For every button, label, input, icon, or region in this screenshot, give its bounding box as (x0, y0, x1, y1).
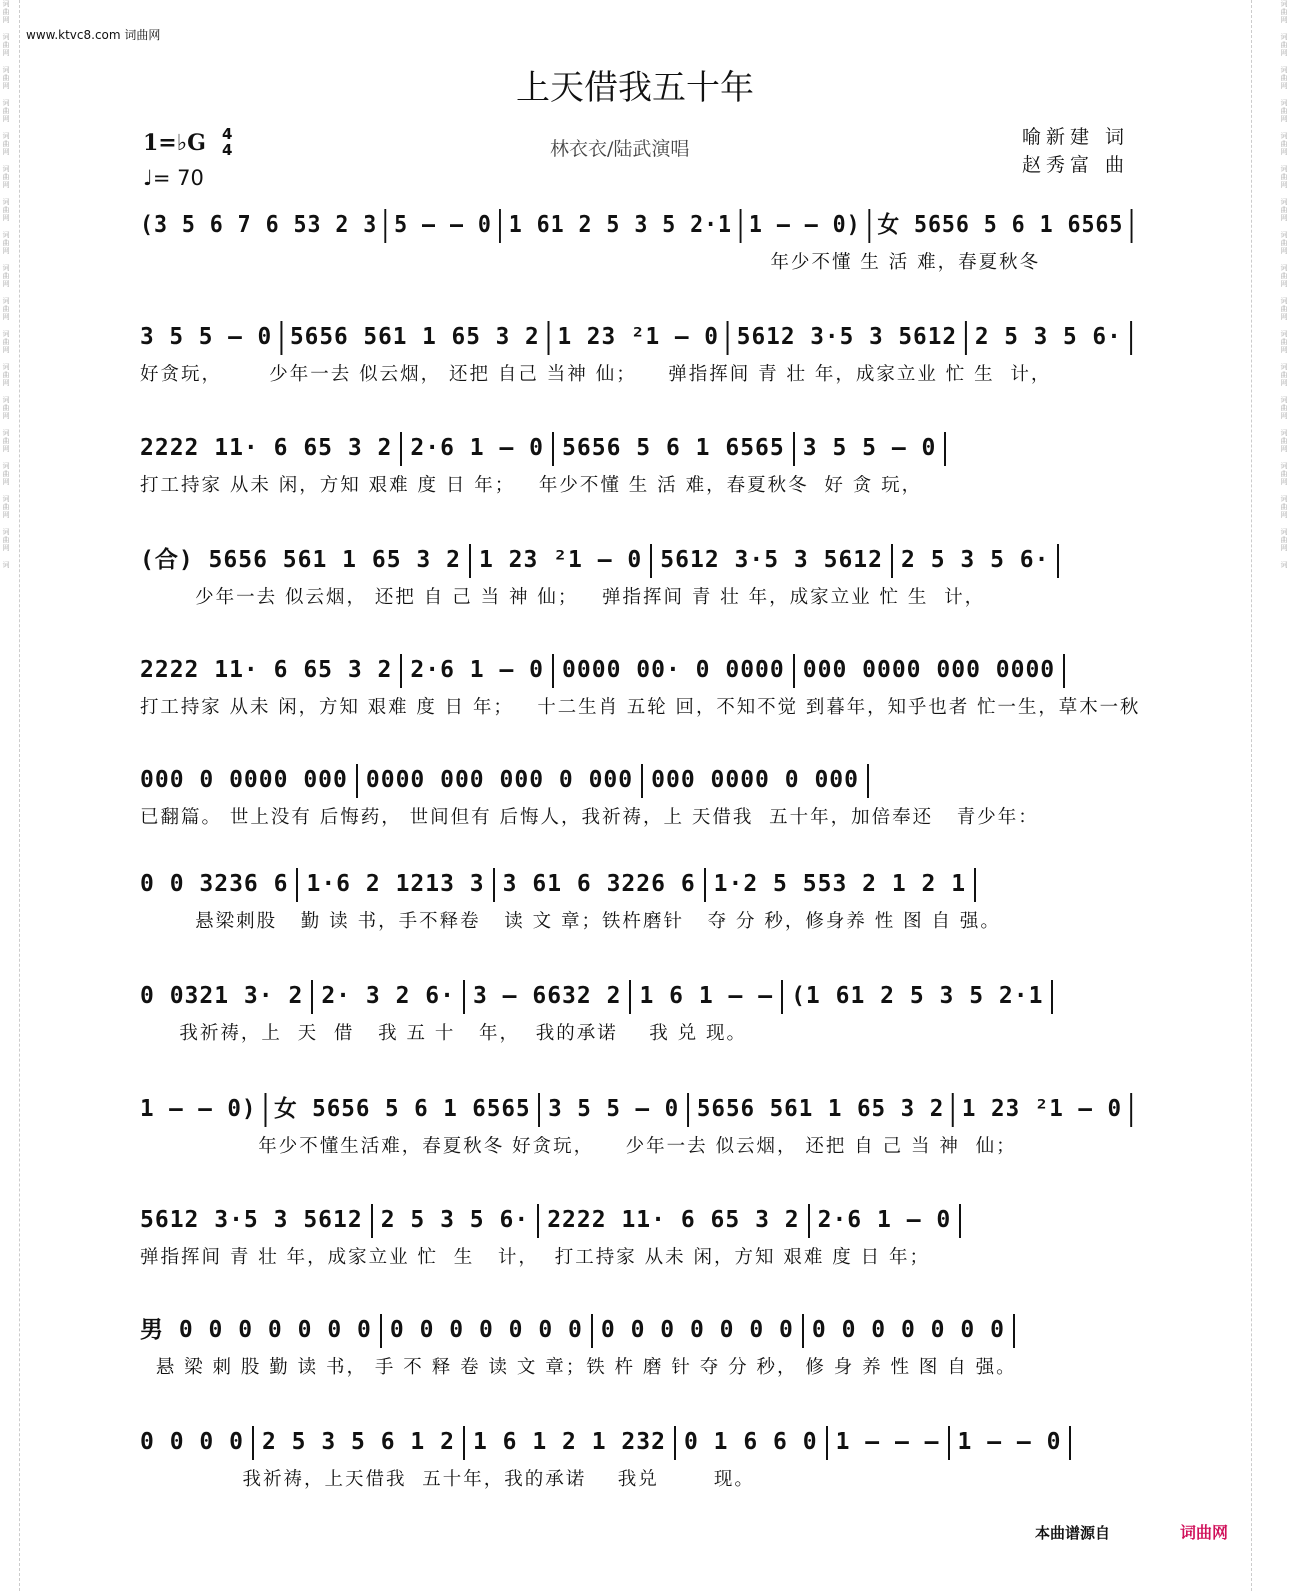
bar-line (891, 544, 893, 578)
bar-line (1051, 980, 1053, 1014)
score-system (140, 1089, 1140, 1193)
measure: 2·6 1 – 0 (817, 1207, 952, 1233)
bar-line (704, 868, 706, 902)
bar-line (463, 1426, 465, 1460)
side-watermark-glyph: 词 (1280, 165, 1288, 173)
measure: 000 0 0000 000 (140, 767, 348, 793)
side-watermark-glyph: 曲 (1280, 470, 1288, 478)
time-top: 4 (222, 125, 233, 143)
measure: 1 23 ²1 – 0 (557, 324, 719, 350)
measure: 0 1 6 6 0 (683, 1429, 818, 1455)
bar-line (868, 209, 870, 243)
side-watermark-glyph: 曲 (2, 437, 10, 445)
side-watermark-glyph: 词 (1280, 462, 1288, 470)
bar-line (371, 1204, 373, 1238)
bar-line (385, 209, 387, 243)
measure: 0 0321 3· 2 (140, 983, 304, 1009)
bar-line (959, 1204, 961, 1238)
side-watermark-glyph: 词 (1280, 495, 1288, 503)
bar-line (1131, 209, 1133, 243)
side-watermark-glyph: 曲 (1280, 272, 1288, 280)
measure: 0 0 0 0 (140, 1429, 244, 1455)
measure: 2·6 1 – 0 (410, 435, 545, 461)
side-watermark-glyph: 词 (2, 0, 10, 8)
side-watermark-glyph: 网 (2, 247, 10, 255)
side-watermark-glyph: 网 (1280, 379, 1288, 387)
performer: 林衣衣/陆武演唱 (550, 138, 690, 160)
side-watermark-glyph: 网 (2, 412, 10, 420)
side-watermark-glyph: 词 (2, 99, 10, 107)
measure: 男 0 0 0 0 0 0 0 (140, 1317, 372, 1343)
lyrics-line: 我祈祷，上 天 借 我 五 十 年， 我的承诺 我 兑 现。 (140, 1023, 748, 1044)
side-watermark-glyph: 曲 (1280, 305, 1288, 313)
side-watermark-glyph: 词 (1280, 132, 1288, 140)
bar-line (548, 321, 550, 355)
side-watermark-glyph: 网 (1280, 148, 1288, 156)
side-watermark-glyph: 网 (1280, 280, 1288, 288)
bar-line (1013, 1314, 1015, 1348)
bar-line (781, 980, 783, 1014)
side-watermark-glyph: 词 (1280, 561, 1288, 569)
measure: 000 0000 0 000 (651, 767, 859, 793)
side-watermark-glyph: 词 (2, 231, 10, 239)
bar-line (264, 1093, 266, 1127)
bar-line (793, 654, 795, 688)
side-watermark-glyph: 网 (1280, 82, 1288, 90)
measure: 2 5 3 5 6· (901, 547, 1050, 573)
bar-line (674, 1426, 676, 1460)
lyrics-line: 年少不懂 生 活 难，春夏秋冬 (140, 252, 1041, 273)
bar-line (252, 1426, 254, 1460)
measure: 1 – – 0 (957, 1429, 1062, 1455)
bar-line (1130, 1093, 1132, 1127)
side-watermark-glyph: 曲 (2, 272, 10, 280)
bar-line (641, 764, 643, 798)
composer: 赵秀富 曲 (1022, 154, 1130, 176)
measure: 2 5 3 5 6· (380, 1207, 530, 1233)
bar-line (650, 544, 652, 578)
measure: 1 – – – (835, 1429, 940, 1455)
side-watermark-glyph: 网 (2, 544, 10, 552)
bar-line (296, 868, 298, 902)
score-system (140, 650, 1140, 754)
lyrics-line: 弹指挥间 青 壮 年，成家立业 忙 生 计， 打工持家 从未 闲，方知 艰难 度 日 年； (140, 1247, 930, 1268)
bar-line (380, 1314, 382, 1348)
notation-line (140, 428, 954, 468)
side-watermark-glyph: 网 (2, 49, 10, 57)
side-watermark-glyph: 词 (1280, 528, 1288, 536)
measure: 1 6 1 – – (639, 983, 774, 1009)
side-watermark-glyph: 词 (2, 495, 10, 503)
side-watermark-glyph: 曲 (2, 140, 10, 148)
side-watermark-glyph: 曲 (1280, 437, 1288, 445)
time-bottom: 4 (222, 141, 233, 159)
side-watermark-glyph: 曲 (2, 371, 10, 379)
measure: 3 61 6 3226 6 (502, 871, 696, 897)
bar-line (1069, 1426, 1071, 1460)
time-signature (222, 126, 232, 158)
measure: 5612 3·5 3 5612 (736, 324, 958, 350)
side-watermark-glyph: 网 (1280, 412, 1288, 420)
side-watermark-glyph: 网 (2, 478, 10, 486)
side-watermark-glyph: 曲 (2, 305, 10, 313)
side-watermark-glyph: 词 (1280, 33, 1288, 41)
side-watermark-glyph: 曲 (2, 338, 10, 346)
side-watermark-glyph: 网 (1280, 544, 1288, 552)
side-watermark-glyph: 网 (1280, 346, 1288, 354)
side-watermark-glyph: 网 (2, 280, 10, 288)
right-watermark (1280, 0, 1288, 1591)
side-watermark-glyph: 曲 (1280, 503, 1288, 511)
measure: 1 23 ²1 – 0 (961, 1096, 1123, 1122)
measure: 1 6 1 2 1 232 (472, 1429, 666, 1455)
measure: 0 0 0 0 0 0 0 (389, 1317, 583, 1343)
side-watermark-glyph: 曲 (1280, 404, 1288, 412)
bar-line (793, 432, 795, 466)
side-watermark-glyph: 曲 (1280, 239, 1288, 247)
side-watermark-glyph: 曲 (2, 107, 10, 115)
bar-line (952, 1093, 954, 1127)
bar-line (493, 868, 495, 902)
measure: 女 5656 5 6 1 6565 (877, 212, 1124, 238)
side-watermark-glyph: 曲 (1280, 371, 1288, 379)
lyrics-line: 我祈祷，上天借我 五十年，我的承诺 我兑 现。 (140, 1469, 755, 1490)
side-watermark-glyph: 网 (2, 181, 10, 189)
measure: 5612 3·5 3 5612 (140, 1207, 363, 1233)
bar-line (948, 1426, 950, 1460)
measure: 女 5656 5 6 1 6565 (274, 1096, 531, 1122)
bar-line (400, 654, 402, 688)
side-watermark-glyph: 曲 (1280, 206, 1288, 214)
side-watermark-glyph: 网 (1280, 214, 1288, 222)
measure: (合) 5656 561 1 65 3 2 (140, 547, 461, 573)
lyrics-line: 悬梁刺股 勤 读 书，手不释卷 读 文 章；铁杵磨针 夺 分 秒，修身养 性 图 自 强。 (140, 911, 1001, 932)
side-watermark-glyph: 网 (2, 445, 10, 453)
key-signature: 1=♭G (143, 130, 206, 156)
side-watermark-glyph: 曲 (1280, 536, 1288, 544)
bar-line (944, 432, 946, 466)
bar-line (1057, 544, 1059, 578)
measure: 1 – – 0) (140, 1096, 257, 1122)
notation-line (140, 976, 1061, 1016)
measure: 5656 561 1 65 3 2 (289, 324, 540, 350)
side-watermark-glyph: 词 (2, 264, 10, 272)
footer-site: 词曲网 (1180, 1523, 1229, 1542)
bar-line (280, 321, 282, 355)
measure: 2222 11· 6 65 3 2 (140, 435, 393, 461)
measure: 1 – – 0) (748, 212, 861, 238)
bar-line (463, 980, 465, 1014)
score-system (140, 540, 1140, 644)
right-border (1251, 0, 1252, 1591)
side-watermark-glyph: 曲 (1280, 74, 1288, 82)
side-watermark-glyph: 曲 (2, 503, 10, 511)
side-watermark-glyph: 曲 (1280, 8, 1288, 16)
bar-line (687, 1093, 689, 1127)
side-watermark-glyph: 网 (2, 379, 10, 387)
side-watermark-glyph: 曲 (2, 8, 10, 16)
measure: 5656 5 6 1 6565 (562, 435, 785, 461)
score-system (140, 205, 1140, 309)
lyricist: 喻新建 词 (1022, 126, 1130, 148)
lyrics-line: 打工持家 从未 闲，方知 艰难 度 日 年； 十二生肖 五轮 回，不知不觉 到暮年，知乎也者 忙一生，草木一秋 (140, 697, 1141, 718)
score-system (140, 976, 1140, 1080)
measure: 0 0 0 0 0 0 0 (600, 1317, 794, 1343)
measure: 000 0000 000 0000 (802, 657, 1056, 683)
measure: 0000 000 000 0 000 (365, 767, 634, 793)
measure: 2222 11· 6 65 3 2 (547, 1207, 800, 1233)
side-watermark-glyph: 曲 (2, 74, 10, 82)
side-watermark-glyph: 词 (2, 132, 10, 140)
side-watermark-glyph: 曲 (1280, 338, 1288, 346)
lyrics-line: 好贪玩， 少年一去 似云烟， 还把 自己 当神 仙； 弹指挥间 青 壮 年，成家立业 忙 生 计， (140, 364, 1052, 385)
bar-line (400, 432, 402, 466)
notation-line (140, 540, 1067, 580)
side-watermark-glyph: 网 (1280, 313, 1288, 321)
side-watermark-glyph: 网 (1280, 49, 1288, 57)
side-watermark-glyph: 词 (1280, 231, 1288, 239)
measure: 2·6 1 – 0 (410, 657, 545, 683)
side-watermark-glyph: 词 (2, 198, 10, 206)
measure: 5612 3·5 3 5612 (660, 547, 883, 573)
measure: 1·2 5 553 2 1 2 1 (713, 871, 967, 897)
bar-line (552, 432, 554, 466)
measure: 3 5 5 – 0 (548, 1096, 680, 1122)
side-watermark-glyph: 词 (1280, 0, 1288, 8)
bar-line (965, 321, 967, 355)
side-watermark-glyph: 词 (1280, 363, 1288, 371)
measure: 5656 561 1 65 3 2 (696, 1096, 945, 1122)
side-watermark-glyph: 词 (2, 561, 10, 569)
measure: 2· 3 2 6· (321, 983, 455, 1009)
measure: 3 – 6632 2 (472, 983, 622, 1009)
tempo-mark: ♩= 70 (143, 166, 204, 190)
measure: 1·6 2 1213 3 (306, 871, 485, 897)
notation-line (140, 650, 1073, 690)
score-system (140, 760, 1140, 864)
bar-line (629, 980, 631, 1014)
side-watermark-glyph: 网 (2, 148, 10, 156)
notation-line (140, 1200, 969, 1240)
side-watermark-glyph: 网 (1280, 16, 1288, 24)
side-watermark-glyph: 曲 (2, 206, 10, 214)
left-border (19, 0, 20, 1591)
bar-line (1063, 654, 1065, 688)
bar-line (356, 764, 358, 798)
side-watermark-glyph: 网 (1280, 445, 1288, 453)
side-watermark-glyph: 词 (1280, 264, 1288, 272)
side-watermark-glyph: 网 (2, 16, 10, 24)
side-watermark-glyph: 词 (2, 396, 10, 404)
song-title: 上天借我五十年 (516, 68, 754, 108)
side-watermark-glyph: 网 (2, 346, 10, 354)
side-watermark-glyph: 网 (1280, 115, 1288, 123)
measure: (3 5 6 7 6 53 2 3 (140, 212, 378, 238)
measure: 5 – – 0 (394, 212, 492, 238)
lyrics-line: 已翻篇。 世上没有 后悔药， 世间但有 后悔人，我祈祷，上 天借我 五十年，加倍奉还 青少年： (140, 807, 1039, 828)
bar-line (552, 654, 554, 688)
side-watermark-glyph: 曲 (1280, 107, 1288, 115)
bar-line (499, 209, 501, 243)
score-system (140, 428, 1140, 532)
side-watermark-glyph: 词 (1280, 66, 1288, 74)
bar-line (311, 980, 313, 1014)
measure: 0000 00· 0 0000 (562, 657, 785, 683)
side-watermark-glyph: 曲 (2, 536, 10, 544)
side-watermark-glyph: 词 (2, 363, 10, 371)
measure: 2 5 3 5 6· (974, 324, 1122, 350)
lyrics-line: 悬 梁 刺 股 勤 读 书， 手 不 释 卷 读 文 章；铁 杵 磨 针 夺 分 秒， 修 身 养 性 图 自 强。 (140, 1357, 1017, 1378)
side-watermark-glyph: 词 (1280, 297, 1288, 305)
notation-line (140, 864, 984, 904)
notation-line (140, 1310, 1023, 1350)
side-watermark-glyph: 词 (1280, 429, 1288, 437)
notation-line (140, 1089, 1140, 1129)
side-watermark-glyph: 网 (1280, 181, 1288, 189)
side-watermark-glyph: 曲 (2, 173, 10, 181)
side-watermark-glyph: 网 (2, 82, 10, 90)
side-watermark-glyph: 词 (2, 165, 10, 173)
lyrics-line: 年少不懂生活难，春夏秋冬 好贪玩， 少年一去 似云烟， 还把 自 己 当 神 仙； (140, 1136, 1017, 1157)
side-watermark-glyph: 曲 (2, 470, 10, 478)
side-watermark-glyph: 网 (2, 313, 10, 321)
side-watermark-glyph: 网 (1280, 478, 1288, 486)
bar-line (727, 321, 729, 355)
side-watermark-glyph: 曲 (1280, 173, 1288, 181)
score-system (140, 1422, 1140, 1526)
notation-line (140, 760, 877, 800)
bar-line (538, 1093, 540, 1127)
measure: 1 23 ²1 – 0 (478, 547, 643, 573)
side-watermark-glyph: 曲 (2, 239, 10, 247)
side-watermark-glyph: 网 (2, 214, 10, 222)
bar-line (740, 209, 742, 243)
measure: 0 0 3236 6 (140, 871, 289, 897)
bar-line (537, 1204, 539, 1238)
site-watermark: www.ktvc8.com 词曲网 (26, 28, 161, 42)
notation-line (140, 205, 1140, 245)
side-watermark-glyph: 词 (2, 429, 10, 437)
side-watermark-glyph: 曲 (2, 41, 10, 49)
footer-source: 本曲谱源自 (1035, 1524, 1111, 1542)
side-watermark-glyph: 词 (1280, 330, 1288, 338)
bar-line (1130, 321, 1132, 355)
bar-line (974, 868, 976, 902)
bar-line (808, 1204, 810, 1238)
measure: 2 5 3 5 6 1 2 (261, 1429, 455, 1455)
score-system (140, 1310, 1140, 1414)
measure: 3 5 5 – 0 (140, 324, 273, 350)
side-watermark-glyph: 网 (2, 115, 10, 123)
measure: 1 61 2 5 3 5 2·1 (508, 212, 733, 238)
left-watermark (2, 0, 10, 1591)
side-watermark-glyph: 词 (2, 330, 10, 338)
bar-line (591, 1314, 593, 1348)
bar-line (802, 1314, 804, 1348)
side-watermark-glyph: 词 (2, 66, 10, 74)
side-watermark-glyph: 曲 (1280, 140, 1288, 148)
side-watermark-glyph: 词 (1280, 396, 1288, 404)
measure: 3 5 5 – 0 (802, 435, 937, 461)
measure: 0 0 0 0 0 0 0 (811, 1317, 1005, 1343)
side-watermark-glyph: 网 (1280, 511, 1288, 519)
side-watermark-glyph: 词 (1280, 99, 1288, 107)
notation-line (140, 1422, 1079, 1462)
side-watermark-glyph: 词 (2, 528, 10, 536)
side-watermark-glyph: 词 (2, 297, 10, 305)
side-watermark-glyph: 网 (2, 511, 10, 519)
side-watermark-glyph: 词 (1280, 198, 1288, 206)
side-watermark-glyph: 曲 (1280, 41, 1288, 49)
score-system (140, 864, 1140, 968)
bar-line (469, 544, 471, 578)
score-system (140, 1200, 1140, 1304)
side-watermark-glyph: 词 (2, 33, 10, 41)
score-system (140, 317, 1140, 421)
bar-line (826, 1426, 828, 1460)
lyrics-line: 少年一去 似云烟， 还把 自 己 当 神 仙； 弹指挥间 青 壮 年，成家立业 忙 生 计， (140, 587, 986, 608)
measure: 2222 11· 6 65 3 2 (140, 657, 393, 683)
lyrics-line: 打工持家 从未 闲，方知 艰难 度 日 年； 年少不懂 生 活 难，春夏秋冬 好 贪 玩， (140, 475, 923, 496)
bar-line (867, 764, 869, 798)
measure: (1 61 2 5 3 5 2·1 (791, 983, 1044, 1009)
side-watermark-glyph: 网 (1280, 247, 1288, 255)
side-watermark-glyph: 曲 (2, 404, 10, 412)
notation-line (140, 317, 1140, 357)
side-watermark-glyph: 词 (2, 462, 10, 470)
